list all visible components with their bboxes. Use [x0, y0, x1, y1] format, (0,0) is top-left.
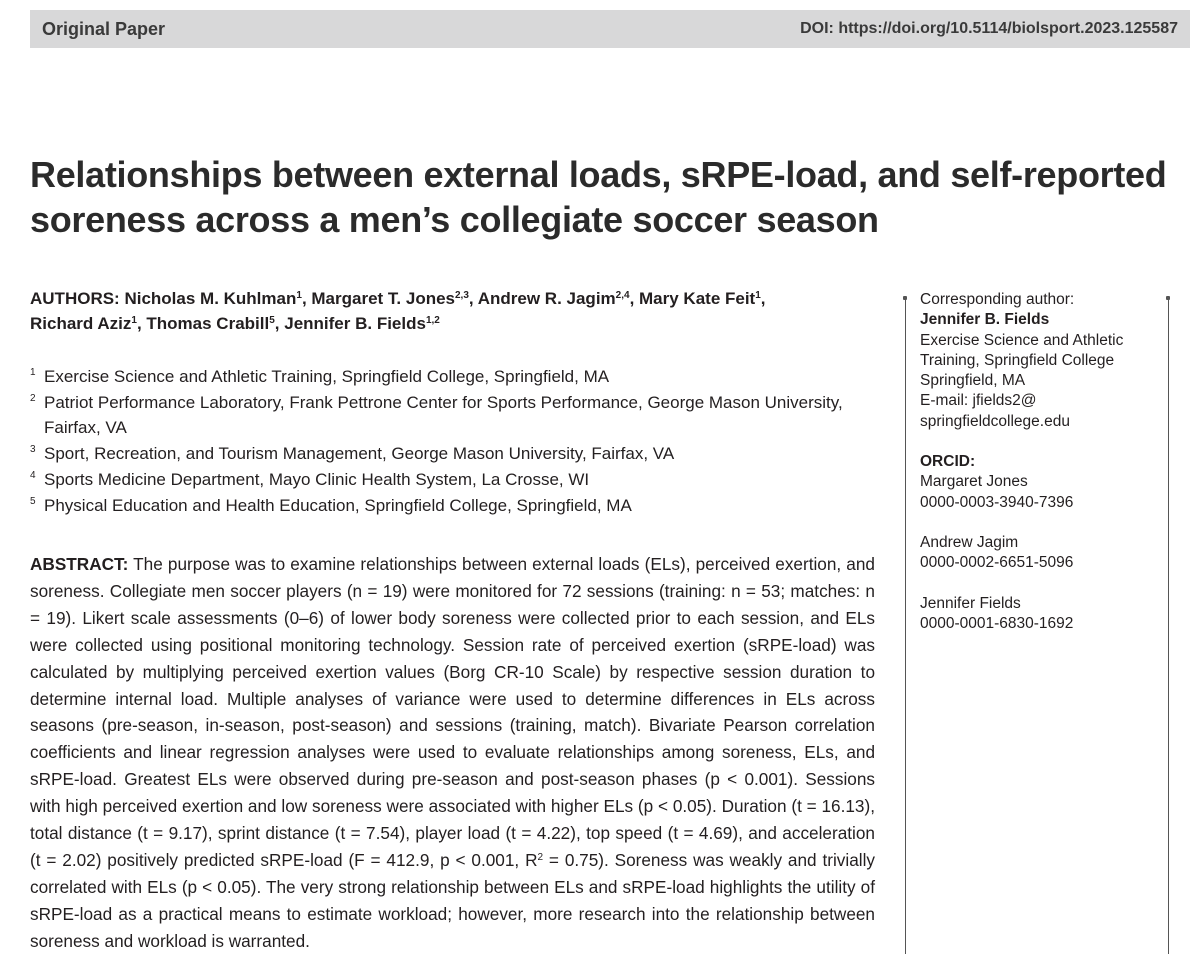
title-line-1: Relationships between external loads, sRPE-load, and self-reported [30, 154, 1167, 195]
affiliation-item: 1 Exercise Science and Athletic Training, Springfield College, Springfield, MA [30, 367, 610, 386]
abstract: ABSTRACT: The purpose was to examine relationships between external loads (ELs), perceived exertion, and soreness. Collegiate men soccer players (n = 19) were monitored for 72 sessions (training: n = 53; matches: n = 19). Likert scale assessments (0–6) of lower body soreness were collected prior to each session, and ELs were collected using positional monitoring technology. Session rate of perceived exertion (sRPE-load) was calculated by multiplying perceived exertion values (Borg CR-10 Scale) by respective session duration to determine internal load. Multiple analyses of variance were used to determine differences in ELs across seasons (pre-season, in-season, post-season) and sessions (training, match). Bivariate Pearson correlation coefficients and linear regression analyses were used to evaluate relationships among soreness, ELs, and sRPE-load. Greatest ELs were observed during pre-season and post-season phases (p < 0.001). Sessions with high perceived exertion and low soreness were associated with higher ELs (p < 0.05). Duration (t = 16.13), total distance (t = 9.17), sprint distance (t = 7.54), player load (t = 4.22), top speed (t = 4.69), and acceleration (t = 2.02) positively predicted sRPE-load (F = 412.9, p < 0.001, $R^2 = 0.75$). Soreness was weakly and trivially correlated with ELs (p < 0.05). The very strong relationship between ELs and sRPE-load highlights the utility of sRPE-load as a practical means to estimate workload; however, more research into the relationship between soreness and workload is warranted. [30, 554, 875, 951]
abstract-text: The purpose was to examine relationships between external loads (ELs), perceived exertion, and soreness. Collegiate men soccer players (n = 19) were monitored for 72 sessions (training: n = 53; matches: n = 19). Likert scale assessments (0–6) of lower body soreness were collected prior to each session, and ELs were collected using positional monitoring technology. Session rate of perceived exertion (sRPE-load) was calculated by multiplying perceived exertion values (Borg CR-10 Scale) by respective session duration to determine internal load. Multiple analyses of variance were used to determine differences in ELs across seasons (pre-season, in-season, post-season) and sessions (training, match). Bivariate Pearson correlation coefficients and linear regression analyses were used to evaluate relationships among soreness, ELs, and sRPE-load. Greatest ELs were observed during pre-season and post-season phases (p < 0.001). Sessions with high perceived exertion and low soreness were associated with higher ELs (p < 0.05). Duration (t = 16.13), total distance (t = 9.17), sprint distance (t = 7.54), player load (t = 4.22), top speed (t = 4.69), and acceleration (t = 2.02) positively predicted sRPE-load (F = 412.9, p < 0.001, R [30, 554, 875, 870]
corresponding-affil: Exercise Science and Athletic [920, 331, 1124, 349]
author: Jennifer B. Fields$^{1,2}$ [284, 314, 440, 333]
orcid-name: Jennifer Fields [920, 594, 1021, 612]
affiliation-item: 5 Physical Education and Health Education, Springfield College, Springfield, MA [30, 496, 632, 515]
authors-label: AUTHORS: [30, 289, 120, 308]
corresponding-affil: Training, Springfield College [920, 351, 1115, 369]
rule-dot [903, 296, 907, 300]
paper-title [30, 152, 1180, 242]
orcid-name: Andrew Jagim [920, 533, 1019, 551]
corresponding-email[interactable]: E-mail: jfields2@ [920, 392, 1037, 410]
orcid-id[interactable]: 0000-0002-6651-5096 [920, 554, 1074, 572]
affiliation-item: 3 Sport, Recreation, and Tourism Management, George Mason University, Fairfax, VA [30, 444, 675, 463]
author: Mary Kate Feit$^1$, [639, 289, 766, 308]
author: Nicholas M. Kuhlman$^1$, [124, 289, 312, 308]
corresponding-name: Jennifer B. Fields [920, 311, 1050, 329]
orcid-name: Margaret Jones [920, 473, 1028, 491]
abstract-label: ABSTRACT: [30, 554, 129, 574]
author: Richard Aziz$^1$, [30, 314, 147, 333]
affiliation-item: 4 Sports Medicine Department, Mayo Clinic Health System, La Crosse, WI [30, 470, 590, 489]
author: Thomas Crabill$^5$, [146, 314, 285, 333]
sidebar-rule-right [1168, 298, 1169, 954]
corresponding-label: Corresponding author: [920, 291, 1075, 308]
authors-block [30, 286, 878, 336]
rule-dot [1166, 296, 1170, 300]
orcid-label: ORCID: [920, 453, 976, 471]
corresponding-affil: Springfield, MA [920, 372, 1026, 390]
affiliation-item: 2 Patriot Performance Laboratory, Frank Pettrone Center for Sports Performance, George Mason University, Fairfax, VA [30, 393, 843, 437]
corresponding-email[interactable]: springfieldcollege.edu [920, 412, 1070, 430]
author: Andrew R. Jagim$^{2,4}$, [477, 289, 640, 308]
sidebar-info [920, 290, 1160, 634]
abstract-text-end: = 0.75). Soreness was weakly and trivially correlated with ELs (p < 0.05). The very strong relationship between ELs and sRPE-load highlights the utility of sRPE-load as a practical means to estimate workload; however, more research into the relationship between soreness and workload is warranted. [30, 849, 875, 951]
header-bar [30, 10, 1190, 48]
author: Margaret T. Jones$^{2,3}$, [311, 289, 478, 308]
sidebar-rule-left [905, 298, 906, 954]
doi-link[interactable]: DOI: https://doi.org/10.5114/biolsport.2023.125587 [800, 20, 1178, 37]
affiliations-list [30, 364, 880, 518]
section-label: Original Paper [42, 19, 166, 39]
title-line-2: soreness across a men’s collegiate soccer season [30, 199, 879, 240]
orcid-id[interactable]: 0000-0001-6830-1692 [920, 614, 1074, 632]
orcid-id[interactable]: 0000-0003-3940-7396 [920, 493, 1074, 511]
